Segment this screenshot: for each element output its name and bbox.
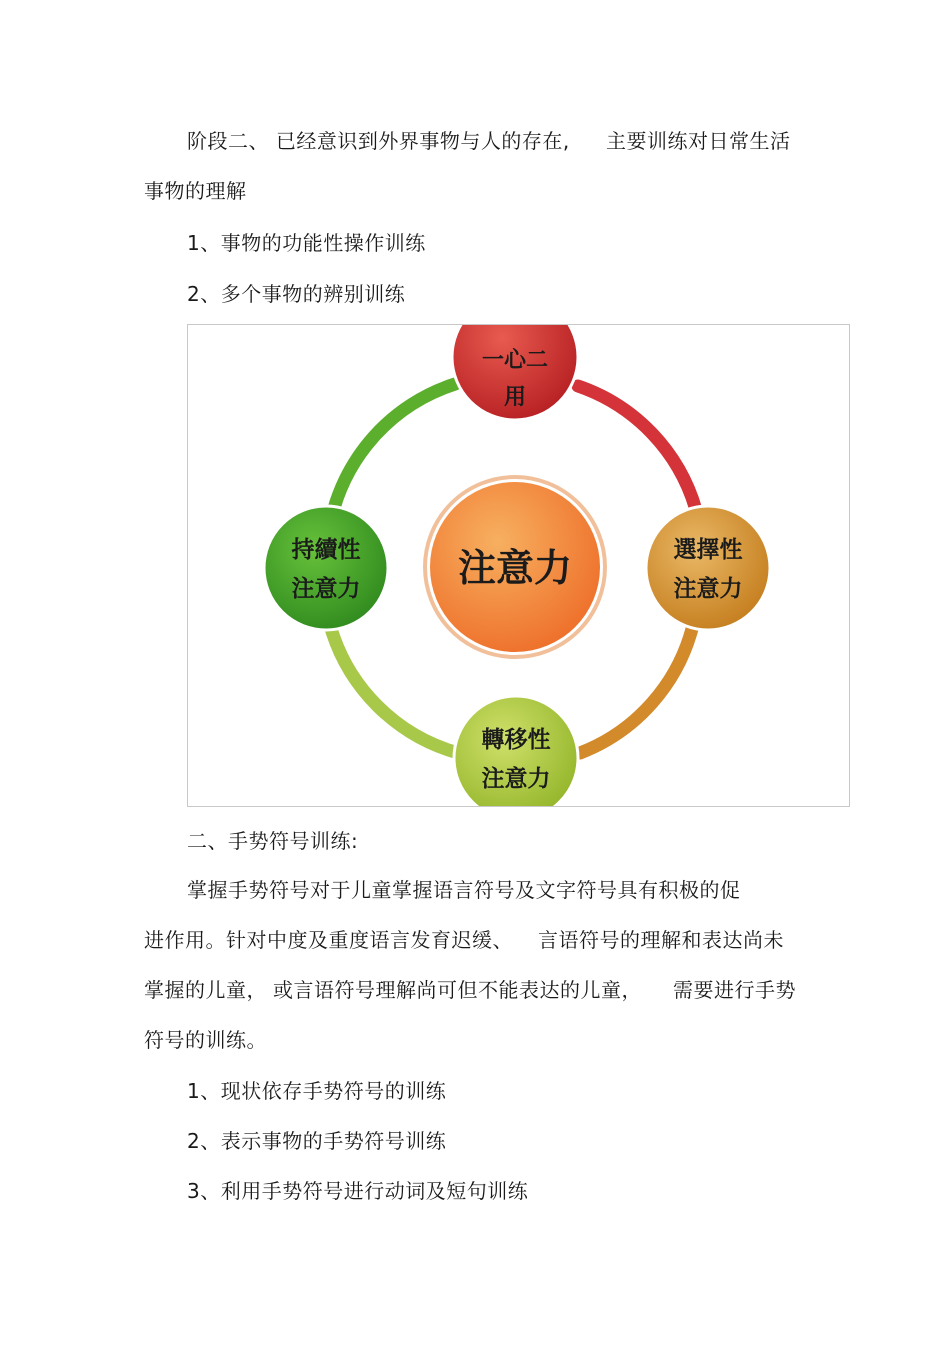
section2-para-line3c: 需要进行手势: [673, 978, 796, 1002]
section2-item-3: 3、利用手势符号进行动词及短句训练: [187, 1179, 529, 1203]
bottom-node: [454, 696, 578, 806]
ring-arc-top-right: [578, 386, 696, 510]
top-node-line1: 一心二: [481, 348, 549, 373]
left-node: [264, 506, 388, 630]
center-node-label: 注意力: [457, 546, 573, 590]
section2-para-line2a: 进作用。针对中度及重度语言发育迟缓、: [144, 928, 513, 952]
section2-item-2: 2、表示事物的手势符号训练: [187, 1129, 447, 1153]
bottom-node-line2: 注意力: [481, 766, 551, 792]
stage2-line2: 事物的理解: [144, 179, 247, 203]
top-node-line2: 用: [503, 385, 527, 410]
center-node: [425, 477, 605, 657]
attention-diagram-svg: [188, 325, 849, 806]
ring-arc-bottom-right: [580, 625, 693, 753]
section2-para-line3b: 或言语符号理解尚可但不能表达的儿童，: [273, 978, 642, 1002]
stage2-item-1: 1、事物的功能性操作训练: [187, 231, 426, 255]
left-node-line1: 持續性: [291, 537, 361, 563]
stage2-item-2: 2、多个事物的辨别训练: [187, 282, 406, 306]
stage2-line1-cont: 主要训练对日常生活: [606, 129, 791, 153]
section2-para-line2b: 言语符号的理解和表达尚未: [538, 928, 784, 952]
right-node-line1: 選擇性: [673, 537, 743, 563]
left-node-line2: 注意力: [291, 576, 361, 602]
top-node: [452, 325, 578, 420]
attention-diagram: [187, 324, 850, 807]
section2-heading: 二、手势符号训练:: [187, 829, 359, 853]
ring-arc-bottom-left: [330, 625, 458, 753]
ring-arc-top-left: [330, 384, 455, 525]
section2-para-line3a: 掌握的儿童，: [144, 978, 267, 1002]
right-node-line2: 注意力: [673, 576, 743, 602]
section2-item-1: 1、现状依存手势符号的训练: [187, 1079, 447, 1103]
right-node: [646, 506, 770, 630]
bottom-node-line1: 轉移性: [481, 727, 551, 753]
stage2-line1: 阶段二、 已经意识到外界事物与人的存在,: [187, 129, 570, 153]
section2-para-line1: 掌握手势符号对于儿童掌握语言符号及文字符号具有积极的促: [187, 878, 741, 902]
section2-para-line4: 符号的训练。: [144, 1028, 267, 1052]
